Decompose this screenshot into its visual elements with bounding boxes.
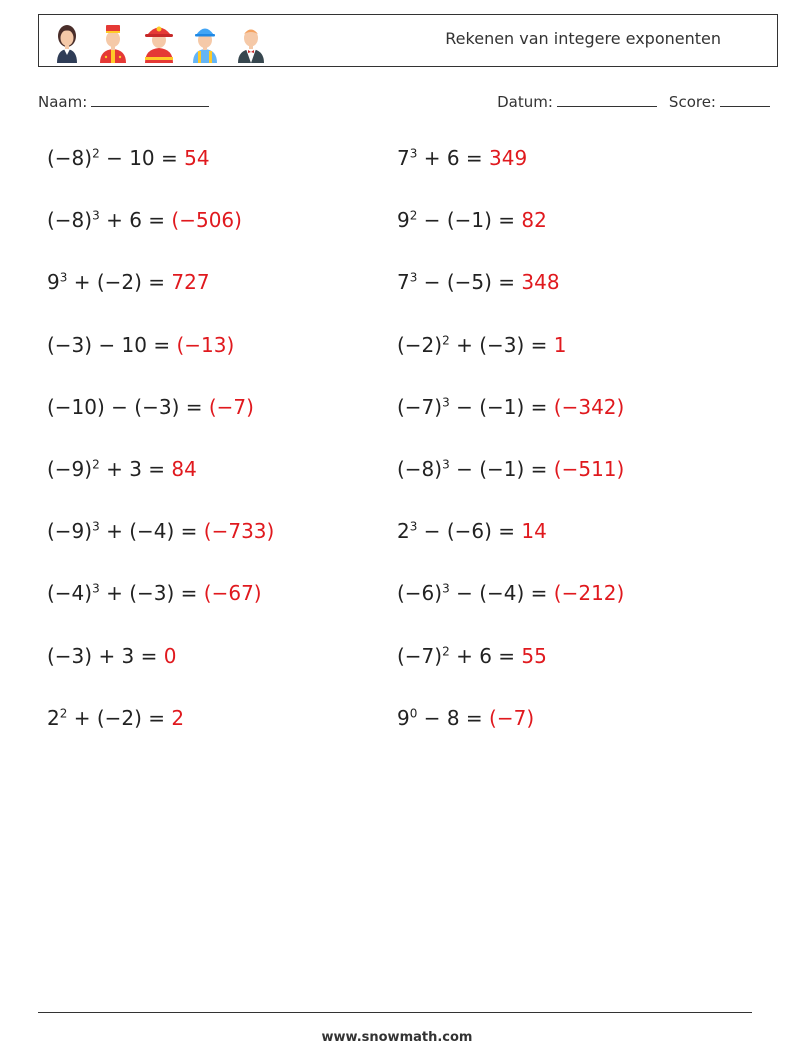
problem-answer: (−511) <box>553 457 625 481</box>
problem-right-9 <box>397 644 547 668</box>
problem-exponent: 3 <box>92 208 100 223</box>
problem-rest: − 8 = <box>417 705 490 730</box>
problem-right-3 <box>397 270 560 294</box>
problem-exponent: 3 <box>442 395 450 410</box>
problem-base: (−9) <box>47 519 93 544</box>
problem-left-1 <box>47 146 210 170</box>
problem-rest: + 6 = <box>417 146 490 170</box>
problem-answer: 14 <box>521 519 547 544</box>
problem-right-2 <box>397 208 547 232</box>
problem-rest: + (−4) = <box>99 519 204 544</box>
firefighter-avatar-icon <box>137 19 181 63</box>
problem-base: (−4) <box>47 581 93 606</box>
problem-answer: (−342) <box>553 394 625 419</box>
problem-answer: 1 <box>553 332 567 357</box>
problem-right-8 <box>397 581 624 605</box>
problem-rest: − (−5) = <box>417 270 522 295</box>
problem-exponent: 3 <box>92 581 100 596</box>
problem-exponent: 0 <box>409 706 418 721</box>
problem-left-6 <box>47 457 197 481</box>
problem-right-6 <box>397 457 624 481</box>
problem-answer: (−13) <box>176 332 235 357</box>
problem-exponent: 3 <box>409 146 418 161</box>
problem-right-7 <box>397 519 547 543</box>
header-box <box>38 14 778 67</box>
worksheet-title: Rekenen van integere exponenten <box>445 29 721 48</box>
problem-rest: + 3 = <box>99 457 172 481</box>
footer-divider <box>38 1012 752 1013</box>
problem-right-4 <box>397 333 567 357</box>
problem-left-9 <box>47 644 177 668</box>
problem-base: (−8) <box>47 146 93 170</box>
meta-row <box>38 92 770 114</box>
problem-rest: + (−3) = <box>449 332 554 357</box>
problem-answer: (−7) <box>208 394 254 419</box>
problem-exponent: 3 <box>409 519 418 534</box>
problem-left-3 <box>47 270 210 294</box>
problem-rest: − (−1) = <box>417 208 522 233</box>
problem-base: (−6) <box>397 581 443 606</box>
avatar-row <box>45 19 273 63</box>
date-score-fields <box>497 92 770 111</box>
problem-left-5 <box>47 395 254 419</box>
problem-base: (−8) <box>47 208 93 233</box>
problem-answer: (−212) <box>553 581 625 606</box>
problem-answer: 84 <box>171 457 197 481</box>
problem-right-1 <box>397 146 527 170</box>
problem-rest: + (−3) = <box>99 581 204 606</box>
problem-exponent: 2 <box>409 208 418 223</box>
problem-rest: + 6 = <box>449 643 522 668</box>
problem-base: (−9) <box>47 457 93 481</box>
worker-avatar-icon <box>183 19 227 63</box>
problem-right-5 <box>397 395 624 419</box>
problem-answer: 348 <box>521 270 560 295</box>
problem-base: (−3) − 10 = <box>47 332 177 357</box>
waiter-avatar-icon <box>229 19 273 63</box>
problem-base: 7 <box>397 146 410 170</box>
problem-answer: (−7) <box>489 705 535 730</box>
bellhop-avatar-icon <box>91 19 135 63</box>
problem-base: (−8) <box>397 457 443 481</box>
score-blank[interactable] <box>720 92 770 107</box>
problem-base: 2 <box>47 705 60 730</box>
problem-base: (−7) <box>397 643 443 668</box>
problem-base: (−10) − (−3) = <box>47 394 209 419</box>
problem-answer: 54 <box>184 146 210 170</box>
problem-exponent: 3 <box>442 581 450 596</box>
footer-url: www.snowmath.com <box>321 1030 473 1045</box>
problem-rest: − (−4) = <box>449 581 554 606</box>
problem-base: 9 <box>47 270 60 295</box>
problem-base: (−7) <box>397 394 443 419</box>
problem-exponent: 2 <box>92 146 100 161</box>
problem-exponent: 2 <box>92 457 100 472</box>
problem-left-4 <box>47 333 234 357</box>
problem-rest: + (−2) = <box>67 705 172 730</box>
problem-base: 7 <box>397 270 410 295</box>
problem-rest: − (−6) = <box>417 519 522 544</box>
problem-answer: 2 <box>171 705 185 730</box>
problem-base: (−2) <box>397 332 443 357</box>
problem-rest: + 6 = <box>99 208 172 233</box>
problem-base: 2 <box>397 519 410 544</box>
problem-rest: − (−1) = <box>449 394 554 419</box>
problem-answer: (−733) <box>203 519 275 544</box>
name-blank[interactable] <box>91 92 209 107</box>
problem-answer: (−67) <box>203 581 262 606</box>
problem-answer: 55 <box>521 643 547 668</box>
problem-answer: 727 <box>171 270 210 295</box>
problem-left-10 <box>47 706 184 730</box>
problem-exponent: 2 <box>442 332 450 347</box>
problem-base: (−3) + 3 = <box>47 643 164 668</box>
problem-exponent: 3 <box>92 519 100 534</box>
problem-answer: 82 <box>521 208 547 233</box>
problem-left-8 <box>47 581 262 605</box>
score-label: Score: <box>668 93 716 111</box>
problem-rest: + (−2) = <box>67 270 172 295</box>
name-label: Naam: <box>38 93 88 111</box>
problem-exponent: 2 <box>442 643 450 658</box>
problem-answer: 349 <box>489 146 528 170</box>
problem-exponent: 3 <box>59 270 68 285</box>
problem-exponent: 3 <box>442 457 450 472</box>
problem-base: 9 <box>397 208 410 233</box>
problem-left-2 <box>47 208 242 232</box>
date-label: Datum: <box>497 93 553 111</box>
problem-answer: 0 <box>163 643 177 668</box>
problem-base: 9 <box>397 705 410 730</box>
problem-rest: − 10 = <box>99 146 185 170</box>
problem-exponent: 3 <box>409 270 418 285</box>
problem-right-10 <box>397 706 534 730</box>
problem-answer: (−506) <box>171 208 242 233</box>
problem-exponent: 2 <box>59 706 68 721</box>
problem-rest: − (−1) = <box>449 457 554 481</box>
woman-avatar-icon <box>45 19 89 63</box>
name-field <box>38 92 209 111</box>
date-blank[interactable] <box>557 92 657 107</box>
problem-left-7 <box>47 519 274 543</box>
